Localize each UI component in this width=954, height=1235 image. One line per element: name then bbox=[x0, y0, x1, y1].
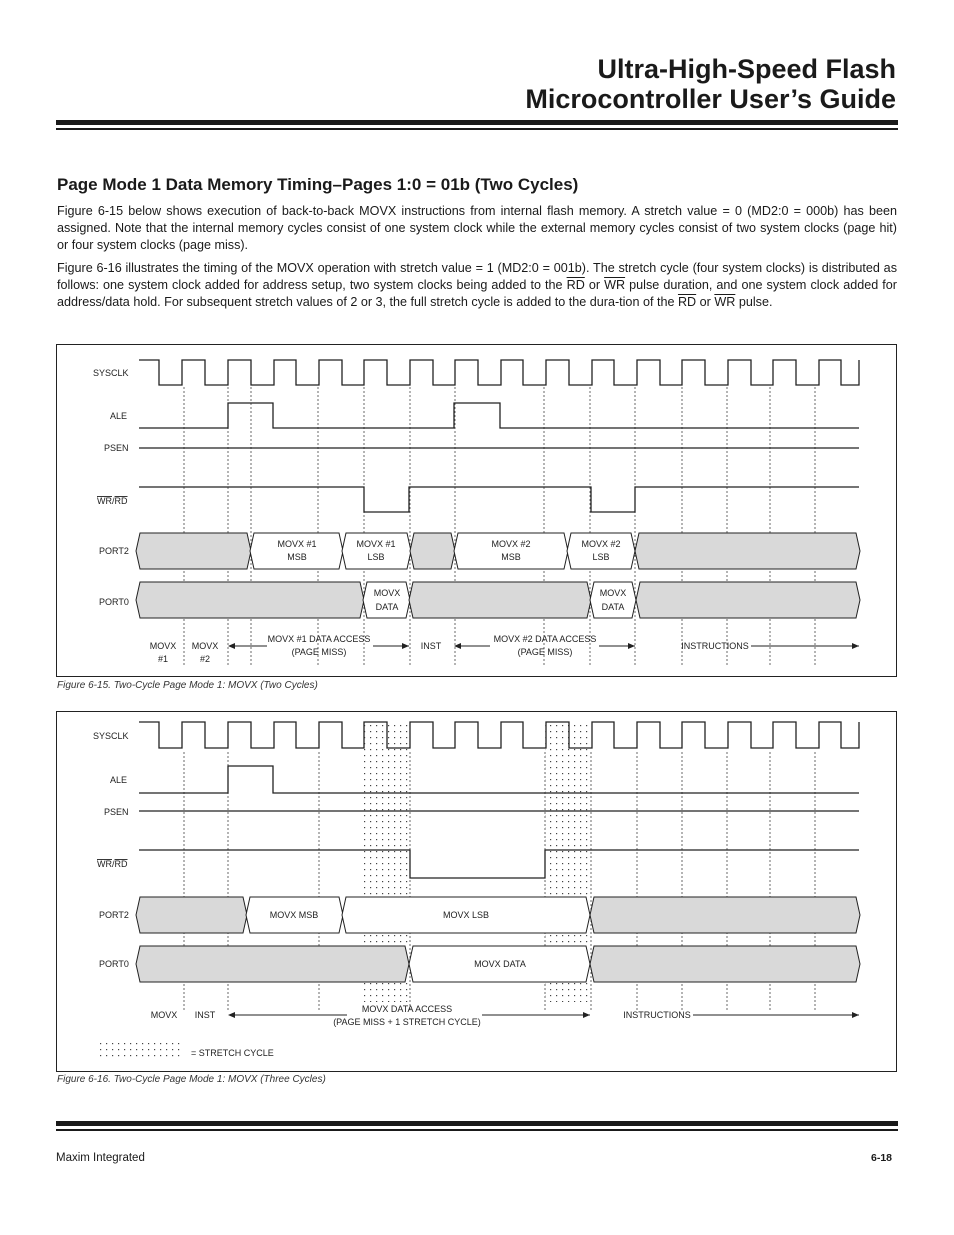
label-wr-rd-2: WR/RD bbox=[97, 859, 128, 869]
annotation-movx1: MOVX bbox=[149, 641, 177, 651]
port0-bus-1 bbox=[136, 582, 860, 618]
legend-stretch-cycle: = STRETCH CYCLE bbox=[191, 1048, 274, 1058]
label-sysclk-2: SYSCLK bbox=[93, 731, 129, 741]
label-port2: PORT2 bbox=[99, 546, 129, 556]
svg-text:(PAGE MISS): (PAGE MISS) bbox=[517, 647, 573, 657]
header-rule-thin bbox=[56, 128, 898, 130]
footer-rule bbox=[56, 1121, 898, 1126]
svg-text:DATA: DATA bbox=[601, 602, 625, 612]
annotation-access-2: MOVX #2 DATA ACCESS bbox=[493, 634, 597, 644]
label-ale: ALE bbox=[110, 411, 128, 421]
wr-rd-waveform-2 bbox=[139, 850, 859, 878]
document-title bbox=[525, 54, 896, 114]
port0-movx-data: MOVX DATA bbox=[474, 959, 526, 969]
wr-overline-text: $\overline{WR}$ bbox=[604, 278, 626, 292]
label-port0-2: PORT0 bbox=[99, 959, 129, 969]
port0-movx-data-1: MOVX bbox=[373, 588, 401, 598]
annotation-movx2: MOVX bbox=[191, 641, 219, 651]
sysclk-waveform-1 bbox=[139, 360, 859, 385]
figure-6-16 bbox=[56, 711, 897, 1072]
annotation-access-1: MOVX #1 DATA ACCESS bbox=[267, 634, 371, 644]
figure-caption-2: Figure 6-16. Two-Cycle Page Mode 1: MOVX (Three Cycles) bbox=[57, 1074, 326, 1085]
figure-6-15 bbox=[56, 344, 897, 677]
label-port0: PORT0 bbox=[99, 597, 129, 607]
section-heading: Page Mode 1 Data Memory Timing–Pages 1:0 = 01b (Two Cycles) bbox=[57, 175, 579, 194]
port0-movx-data-2: MOVX bbox=[599, 588, 627, 598]
svg-text:(PAGE MISS + 1 STRETCH CYCLE): (PAGE MISS + 1 STRETCH CYCLE) bbox=[333, 1017, 481, 1027]
svg-text:MSB: MSB bbox=[287, 552, 307, 562]
svg-text:LSB: LSB bbox=[367, 552, 385, 562]
annotation-inst: INST bbox=[420, 641, 442, 651]
annotation-inst-2: INST bbox=[194, 1010, 216, 1020]
label-psen-2: PSEN bbox=[104, 807, 129, 817]
svg-text:DATA: DATA bbox=[375, 602, 399, 612]
title-line-1: Ultra-High-Speed Flash bbox=[597, 54, 896, 84]
svg-text:#1: #1 bbox=[157, 654, 169, 664]
timing-diagram-2 bbox=[57, 712, 896, 1071]
paragraph-2: Figure 6-16 illustrates the timing of the MOVX operation with stretch value = 1 (MD2:0 = 001b). The stretch cycle (four system clocks) is distributed as follows: one system clock added for address setup, two system clocks being added to the $\overline{RD}$ or $\overline{WR}$ pulse duration, and one system clock added for address/data hold. For subsequent stretch values of 2 or 3, the full stretch cycle is added to the dura-tion of the $\overline{RD}$ or $\overline{WR}$ pulse. bbox=[57, 261, 897, 309]
annotation-instructions-2: INSTRUCTIONS bbox=[623, 1010, 691, 1020]
label-psen: PSEN bbox=[104, 443, 129, 453]
annotation-movx: MOVX bbox=[150, 1010, 178, 1020]
figure-caption-1: Figure 6-15. Two-Cycle Page Mode 1: MOVX (Two Cycles) bbox=[57, 680, 318, 691]
annotation-access: MOVX DATA ACCESS bbox=[361, 1004, 453, 1014]
paragraph-1: Figure 6-15 below shows execution of back-to-back MOVX instructions from internal flash memory. A stretch value = 0 (MD2:0 = 000b) has been assigned. Note that the internal memory cycles consist of one system clock while the external memory cycles consist of two system clocks (page hit) or four system clocks (page miss). bbox=[57, 204, 897, 252]
ale-waveform-2 bbox=[139, 766, 859, 793]
svg-text:MSB: MSB bbox=[501, 552, 521, 562]
label-ale-2: ALE bbox=[110, 775, 128, 785]
rd-overline-text: $\overline{RD}$ bbox=[566, 278, 585, 292]
port2-movx2-msb: MOVX #2 bbox=[491, 539, 531, 549]
title-line-2: Microcontroller User’s Guide bbox=[525, 84, 896, 114]
svg-text:#2: #2 bbox=[199, 654, 211, 664]
port2-movx2-lsb: MOVX #2 bbox=[581, 539, 621, 549]
port2-movx1-msb: MOVX #1 bbox=[277, 539, 317, 549]
svg-text:LSB: LSB bbox=[592, 552, 610, 562]
label-sysclk: SYSCLK bbox=[93, 368, 129, 378]
port2-movx-lsb: MOVX LSB bbox=[442, 910, 490, 920]
svg-text:(PAGE MISS): (PAGE MISS) bbox=[291, 647, 347, 657]
port2-movx1-lsb: MOVX #1 bbox=[356, 539, 396, 549]
label-wr-rd: WR/RD bbox=[97, 496, 128, 506]
annotation-instructions: INSTRUCTIONS bbox=[681, 641, 749, 651]
footer-company: Maxim Integrated bbox=[56, 1152, 145, 1164]
wr-rd-waveform-1 bbox=[139, 487, 859, 512]
dashed-guides-1 bbox=[184, 387, 815, 665]
port2-movx-msb: MOVX MSB bbox=[269, 910, 319, 920]
label-port2-2: PORT2 bbox=[99, 910, 129, 920]
sysclk-waveform-2 bbox=[139, 722, 859, 748]
page-number: 6-18 bbox=[870, 1152, 892, 1164]
footer-rule-thin bbox=[56, 1129, 898, 1131]
header-rule bbox=[56, 120, 898, 125]
port2-bus-2 bbox=[136, 897, 860, 933]
timing-diagram-1 bbox=[57, 345, 896, 676]
ale-waveform-1 bbox=[139, 403, 859, 428]
